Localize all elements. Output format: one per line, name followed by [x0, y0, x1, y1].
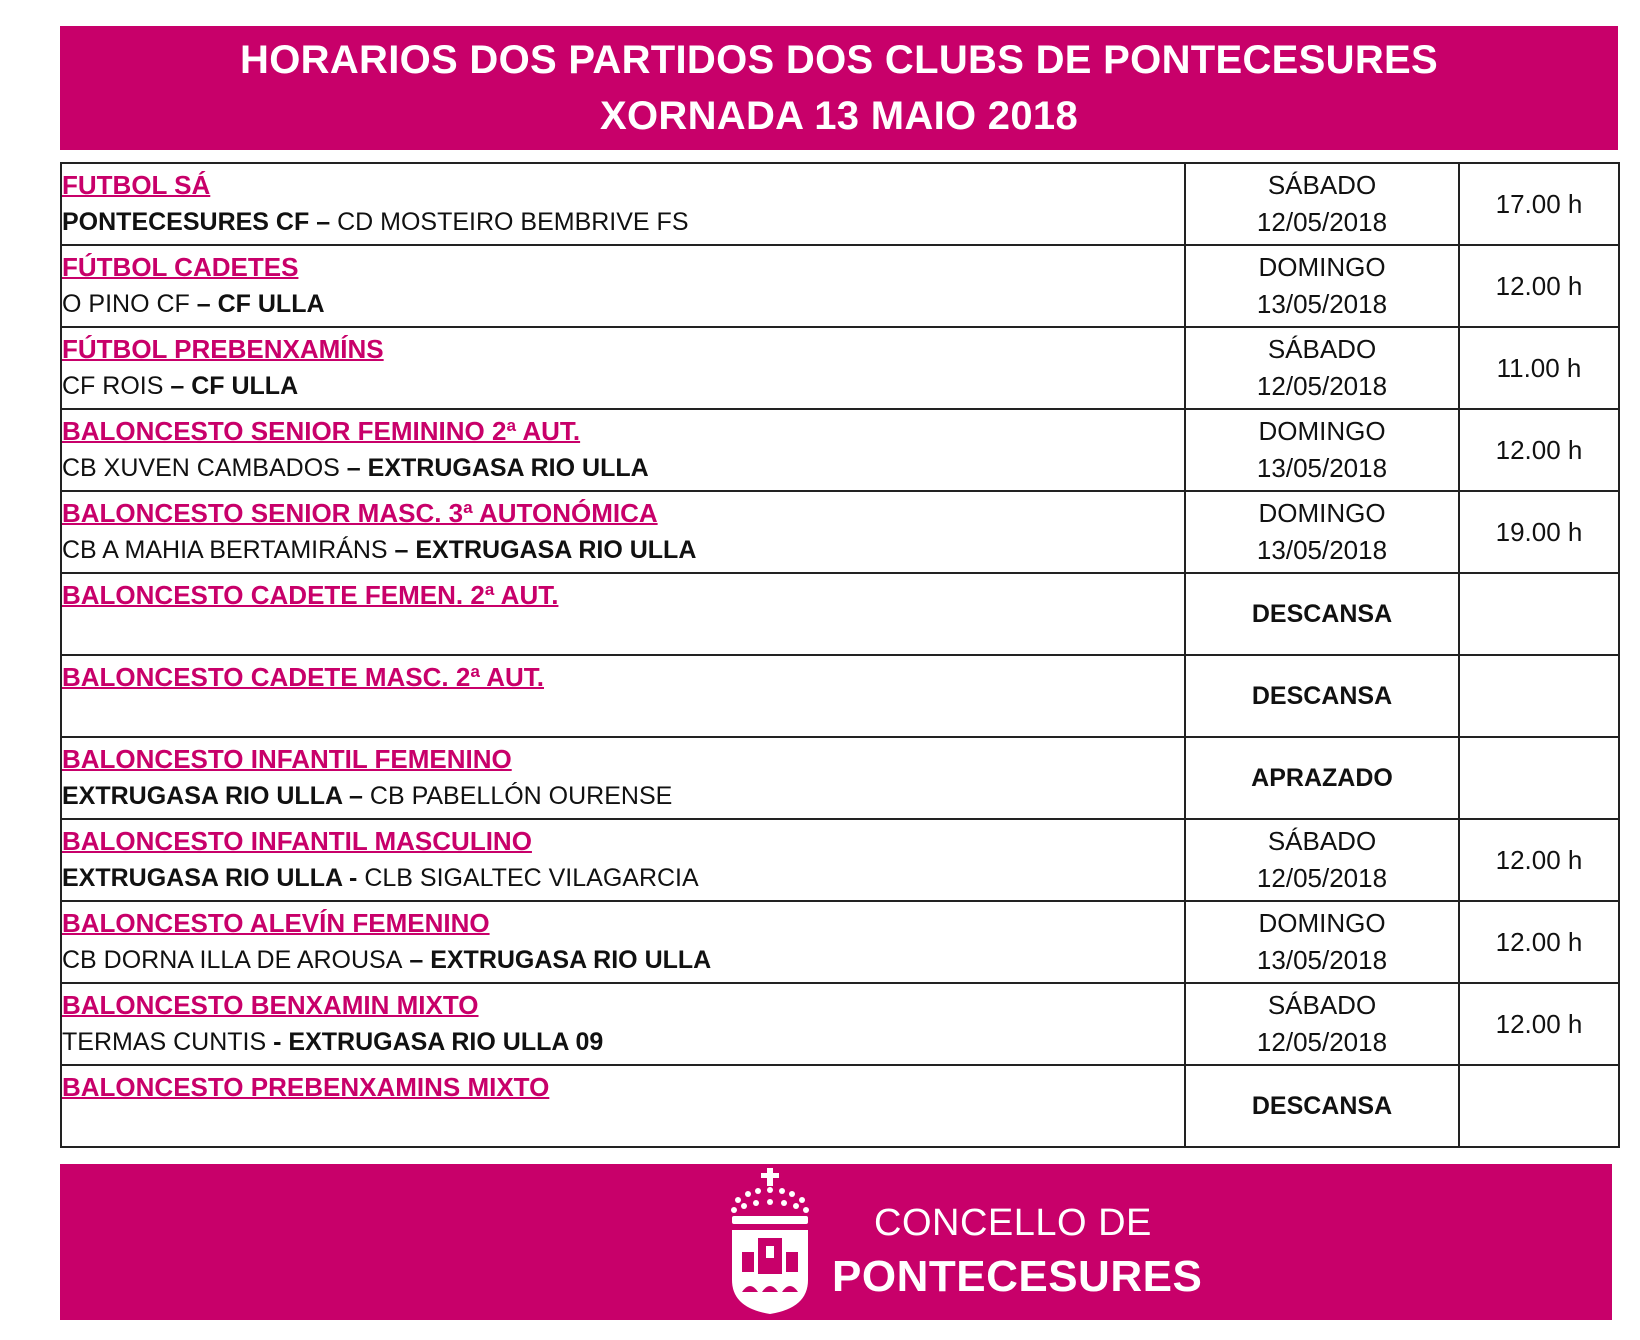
category-label: BALONCESTO ALEVÍN FEMENINO	[62, 908, 490, 938]
org-name-line1: CONCELLO DE	[874, 1202, 1152, 1244]
kickoff-time: 12.00 h	[1495, 926, 1583, 957]
category-label: BALONCESTO BENXAMIN MIXTO	[62, 990, 479, 1020]
teams-line	[62, 860, 1184, 897]
date-label: 12/05/2018	[1256, 1027, 1388, 1057]
table-row	[61, 409, 1619, 491]
teams-line	[62, 778, 1184, 815]
weekday-label: SÁBADO	[1267, 170, 1377, 200]
weekday-label: SÁBADO	[1267, 826, 1377, 856]
team-separator: –	[309, 208, 338, 236]
category-label: FÚTBOL CADETES	[62, 252, 299, 282]
day-cell	[1185, 1065, 1459, 1147]
match-cell	[61, 983, 1185, 1065]
day-cell	[1185, 737, 1459, 819]
kickoff-time: 19.00 h	[1495, 516, 1583, 547]
weekday-label: DOMINGO	[1258, 252, 1386, 282]
category-label: BALONCESTO SENIOR MASC. 3ª AUTONÓMICA	[62, 498, 658, 528]
page-title: HORARIOS DOS PARTIDOS DOS CLUBS DE PONTECESURES	[240, 38, 1438, 82]
weekday-label: SÁBADO	[1267, 334, 1377, 364]
away-team: EXTRUGASA RIO ULLA	[430, 946, 712, 974]
table-row	[61, 491, 1619, 573]
day-cell	[1185, 409, 1459, 491]
match-cell	[61, 819, 1185, 901]
table-row	[61, 163, 1619, 245]
day-cell	[1185, 901, 1459, 983]
away-team: CF ULLA	[217, 290, 325, 318]
time-cell	[1459, 573, 1619, 655]
away-team: CF ULLA	[191, 372, 299, 400]
day-cell	[1185, 983, 1459, 1065]
day-cell	[1185, 819, 1459, 901]
match-cell	[61, 901, 1185, 983]
home-team: CB A MAHIA BERTAMIRÁNS	[62, 536, 388, 564]
match-cell	[61, 245, 1185, 327]
table-row	[61, 819, 1619, 901]
category-label: FÚTBOL PREBENXAMÍNS	[62, 334, 384, 364]
team-separator: –	[339, 454, 368, 482]
category-label: BALONCESTO CADETE MASC. 2ª AUT.	[62, 662, 544, 692]
category-label: BALONCESTO SENIOR FEMININO 2ª AUT.	[62, 416, 581, 446]
match-cell	[61, 573, 1185, 655]
kickoff-time: 12.00 h	[1495, 844, 1583, 875]
table-row	[61, 655, 1619, 737]
team-separator: –	[342, 782, 370, 810]
table-row	[61, 737, 1619, 819]
day-cell	[1185, 491, 1459, 573]
home-team: CB DORNA ILLA DE AROUSA	[62, 946, 403, 974]
teams-line	[62, 1024, 1184, 1061]
date-label: 13/05/2018	[1256, 289, 1388, 319]
home-team: CF ROIS	[62, 372, 164, 400]
home-team: CB XUVEN CAMBADOS	[62, 454, 340, 482]
table-row	[61, 1065, 1619, 1147]
weekday-label: DOMINGO	[1258, 908, 1386, 938]
weekday-label: SÁBADO	[1267, 990, 1377, 1020]
match-cell	[61, 491, 1185, 573]
schedule-table	[60, 162, 1620, 1148]
team-separator: -	[342, 864, 365, 892]
time-cell	[1459, 163, 1619, 245]
day-cell	[1185, 573, 1459, 655]
category-label: BALONCESTO PREBENXAMINS MIXTO	[62, 1072, 550, 1102]
time-cell	[1459, 737, 1619, 819]
kickoff-time: 17.00 h	[1495, 188, 1583, 219]
away-team: CD MOSTEIRO BEMBRIVE FS	[337, 208, 689, 236]
date-label: 12/05/2018	[1256, 371, 1388, 401]
match-cell	[61, 327, 1185, 409]
team-separator: –	[163, 372, 192, 400]
home-team: PONTECESURES CF	[62, 208, 310, 236]
away-team: EXTRUGASA RIO ULLA	[367, 454, 649, 482]
away-team: EXTRUGASA RIO ULLA	[415, 536, 697, 564]
teams-line	[62, 614, 1184, 651]
day-cell	[1185, 655, 1459, 737]
header-banner	[60, 26, 1618, 150]
category-label: BALONCESTO CADETE FEMEN. 2ª AUT.	[62, 580, 559, 610]
page-subtitle: XORNADA 13 MAIO 2018	[600, 94, 1078, 138]
time-cell	[1459, 983, 1619, 1065]
home-team: TERMAS CUNTIS	[62, 1028, 267, 1056]
date-label: 13/05/2018	[1256, 945, 1388, 975]
kickoff-time: 12.00 h	[1495, 270, 1583, 301]
day-cell	[1185, 245, 1459, 327]
match-cell	[61, 655, 1185, 737]
municipal-crest-icon	[728, 1168, 812, 1316]
teams-line	[62, 532, 1184, 569]
table-row	[61, 245, 1619, 327]
category-label: BALONCESTO INFANTIL FEMENINO	[62, 744, 512, 774]
date-label: 13/05/2018	[1256, 453, 1388, 483]
time-cell	[1459, 819, 1619, 901]
time-cell	[1459, 491, 1619, 573]
category-label: BALONCESTO INFANTIL MASCULINO	[62, 826, 532, 856]
kickoff-time: 11.00 h	[1496, 352, 1582, 383]
away-team: CLB SIGALTEC VILAGARCIA	[364, 864, 699, 892]
date-label: 12/05/2018	[1256, 207, 1388, 237]
team-separator: -	[266, 1028, 289, 1056]
day-cell	[1185, 163, 1459, 245]
team-separator: –	[402, 946, 431, 974]
match-cell	[61, 409, 1185, 491]
time-cell	[1459, 655, 1619, 737]
away-team: EXTRUGASA RIO ULLA 09	[288, 1028, 604, 1056]
home-team: O PINO CF	[62, 290, 190, 318]
day-cell	[1185, 327, 1459, 409]
schedule-body	[61, 163, 1619, 1147]
weekday-label: DOMINGO	[1258, 416, 1386, 446]
time-cell	[1459, 901, 1619, 983]
teams-line	[62, 942, 1184, 979]
status-label: DESCANSA	[1251, 1091, 1393, 1120]
match-cell	[61, 163, 1185, 245]
teams-line	[62, 204, 1184, 241]
status-label: APRAZADO	[1251, 763, 1393, 792]
date-label: 12/05/2018	[1256, 863, 1388, 893]
teams-line	[62, 286, 1184, 323]
category-label: FUTBOL SÁ	[62, 170, 211, 200]
time-cell	[1459, 327, 1619, 409]
match-cell	[61, 1065, 1185, 1147]
weekday-label: DOMINGO	[1258, 498, 1386, 528]
team-separator: –	[387, 536, 416, 564]
teams-line	[62, 450, 1184, 487]
table-row	[61, 983, 1619, 1065]
kickoff-time: 12.00 h	[1495, 1008, 1583, 1039]
away-team: CB PABELLÓN OURENSE	[369, 782, 673, 810]
footer-banner	[60, 1164, 1612, 1320]
status-label: DESCANSA	[1251, 681, 1393, 710]
teams-line	[62, 1106, 1184, 1143]
time-cell	[1459, 409, 1619, 491]
date-label: 13/05/2018	[1256, 535, 1388, 565]
teams-line	[62, 368, 1184, 405]
home-team: EXTRUGASA RIO ULLA	[62, 782, 343, 810]
org-name-line2: PONTECESURES	[832, 1252, 1203, 1301]
time-cell	[1459, 1065, 1619, 1147]
team-separator: –	[189, 290, 218, 318]
kickoff-time: 12.00 h	[1495, 434, 1583, 465]
status-label: DESCANSA	[1251, 599, 1393, 628]
table-row	[61, 327, 1619, 409]
home-team: EXTRUGASA RIO ULLA	[62, 864, 343, 892]
teams-line	[62, 696, 1184, 733]
table-row	[61, 573, 1619, 655]
match-cell	[61, 737, 1185, 819]
table-row	[61, 901, 1619, 983]
time-cell	[1459, 245, 1619, 327]
